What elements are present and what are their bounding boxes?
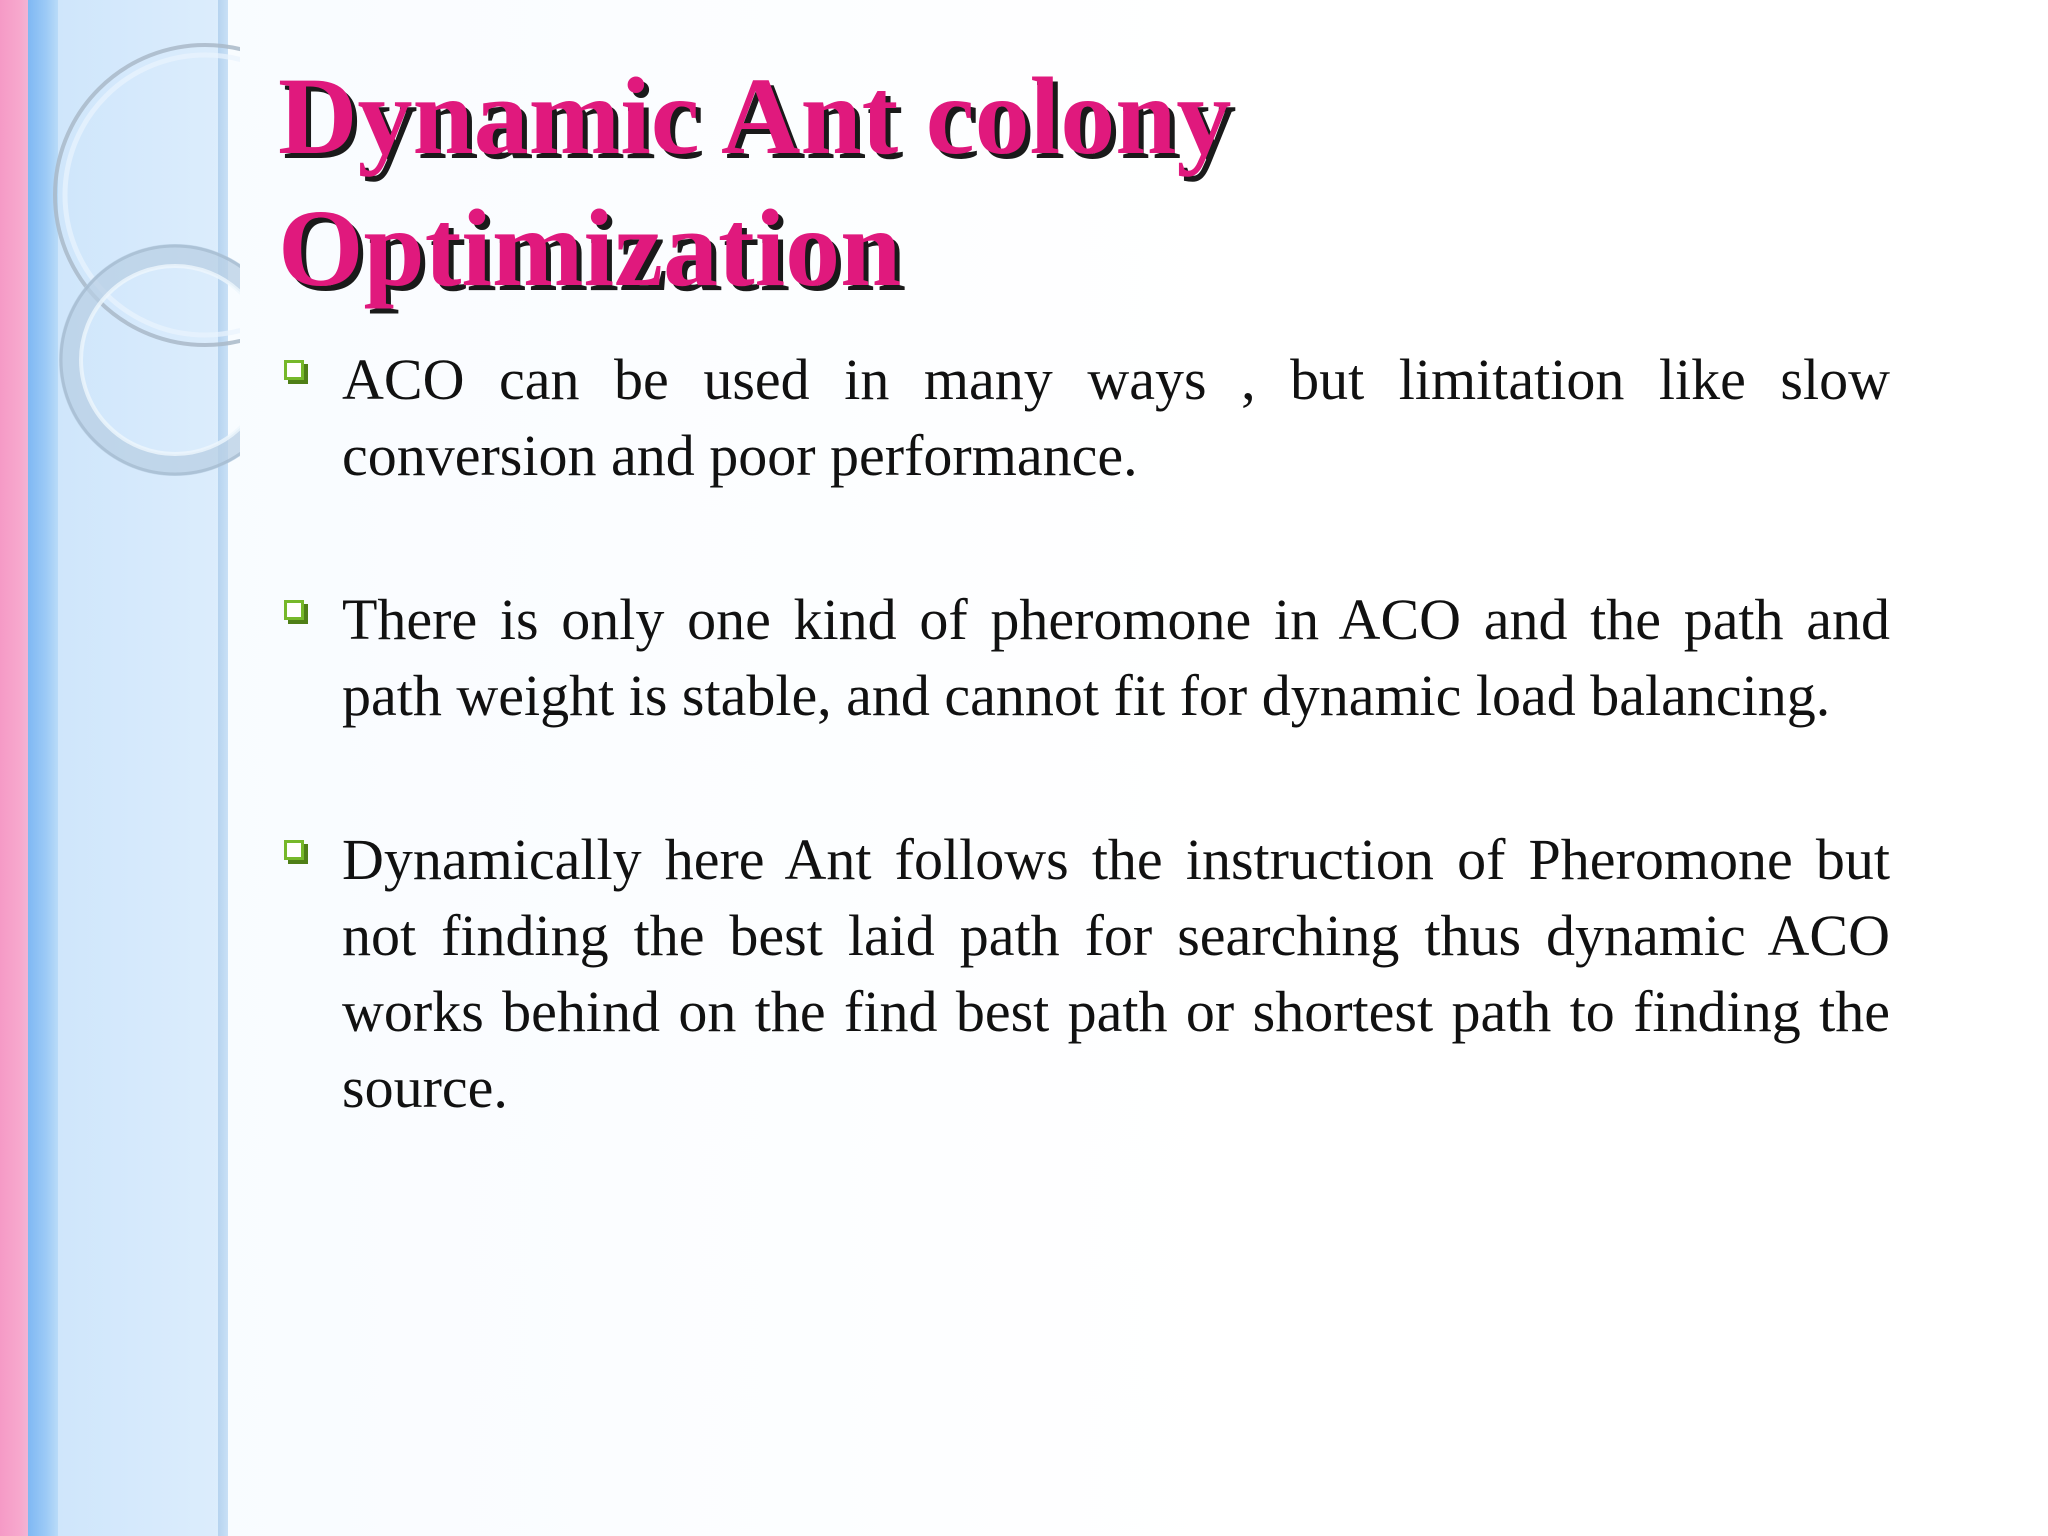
bullet-text: Dynamically here Ant follows the instruction of Pheromone but not finding the best laid path for searching thus dynamic ACO works behind on the find best path or shortest path to finding the source. [342,827,1890,1120]
hollow-square-bullet-icon [284,600,304,620]
hollow-square-bullet-icon [284,360,304,380]
hollow-square-bullet-icon [284,840,304,860]
bullet-text: ACO can be used in many ways , but limitation like slow conversion and poor performance. [342,347,1890,488]
bullet-item [278,822,1890,1126]
decorative-rings [0,0,240,520]
slide-title: Dynamic Ant colony Optimization [278,55,1232,309]
bullet-item [278,342,1890,494]
bullet-list [278,342,1890,1214]
bullet-item [278,582,1890,734]
bullet-text: There is only one kind of pheromone in ACO and the path and path weight is stable, and cannot fit for dynamic load balancing. [342,587,1890,728]
